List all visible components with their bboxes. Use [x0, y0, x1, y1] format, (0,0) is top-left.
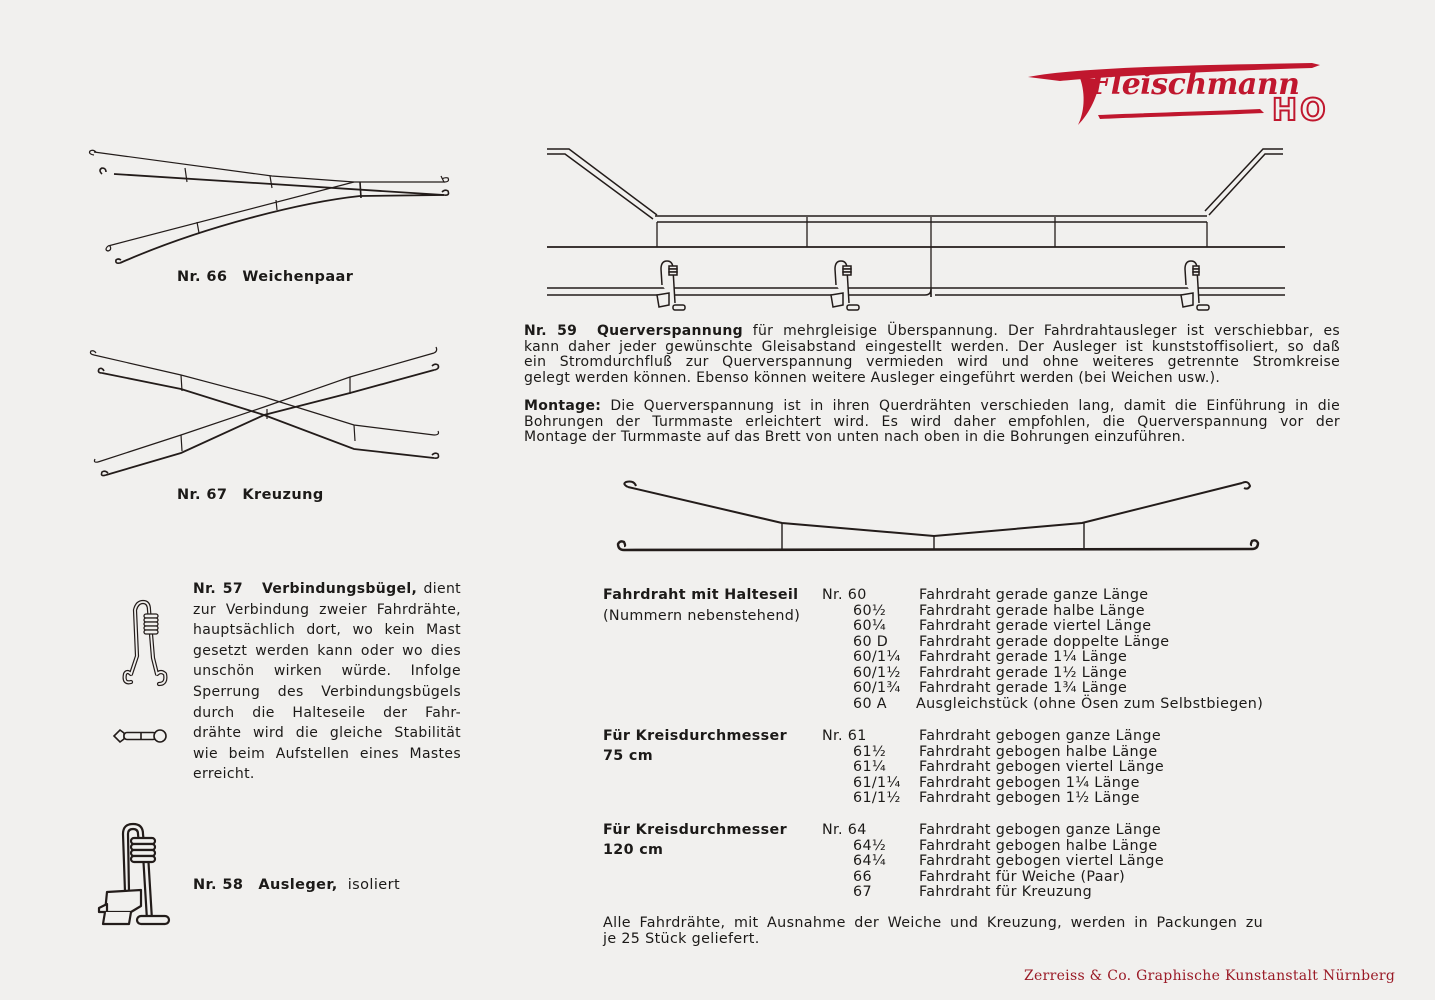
item-desc: Fahrdraht für Kreuzung — [919, 884, 1093, 900]
montage-line-0 — [524, 399, 1340, 415]
item-nr: 64¼ — [853, 853, 887, 869]
item-name: Querverspannung — [596, 323, 743, 339]
caption-nr66 — [177, 269, 353, 285]
item-nr: Nr. 61 — [822, 728, 867, 744]
bracket-2 — [831, 261, 859, 310]
item-desc: Fahrdraht gebogen halbe Länge — [919, 837, 1158, 854]
item-nr: 60/1¼ — [853, 649, 901, 665]
item-nr: 67 — [853, 884, 872, 900]
verbindungsbuegel-end-view-icon — [112, 726, 172, 746]
verbindungsbuegel-hook-icon — [115, 600, 175, 700]
nr59-line-1: kann daher jeder gewünschte Gleisabstand eingestellt werden. Der Ausleger ist kunststoffisoliert, so daß — [524, 338, 1340, 355]
item-nr: 61¼ — [853, 759, 887, 775]
bracket-3 — [1181, 261, 1209, 310]
item-desc: Fahrdraht gebogen halbe Länge — [919, 743, 1158, 760]
montage-line-1: Bohrungen der Turmmaste erleichtert wird. Es wird daher empfohlen, die Querverspannung vor der — [524, 413, 1340, 430]
item-desc: Fahrdraht gerade 1¾ Länge — [919, 680, 1128, 696]
fahrdraht-drawing — [612, 478, 1272, 568]
nr57-line-3: gesetzt werden kann oder wo dies — [193, 642, 461, 659]
item-nr: 60¼ — [853, 618, 887, 634]
nr57-line-0 — [193, 579, 461, 600]
montage-line-2: Montage der Turmmaste auf das Brett von unten nach oben in die Bohrungen einzuführen. — [524, 429, 1186, 445]
caption-nr67 — [177, 487, 324, 503]
item-name: Kreuzung — [242, 487, 324, 503]
item-name: Weichenpaar — [242, 269, 354, 285]
nr57-line-6: durch die Halteseile der Fahr- — [193, 704, 461, 721]
group-sub: (Nummern nebenstehend) — [603, 608, 801, 624]
item-nr: 60 A — [853, 695, 887, 712]
item-nr: 60½ — [853, 602, 887, 619]
nr59-line-0 — [524, 324, 1340, 340]
brand-wordmark: Fleischmann — [1090, 67, 1300, 102]
nr57-line-4: unschön wirken würde. Infolge — [193, 663, 461, 680]
item-desc: Fahrdraht gerade 1¼ Länge — [919, 649, 1128, 665]
item-nr: 60 D — [853, 633, 889, 650]
kreuzung-drawing — [84, 345, 454, 485]
item-desc: Ausgleichstück (ohne Ösen zum Selbstbiegen) — [916, 695, 1264, 712]
group-numbers — [822, 588, 912, 712]
item-desc: Fahrdraht für Weiche (Paar) — [919, 868, 1126, 885]
item-desc: Fahrdraht gerade ganze Länge — [919, 587, 1149, 603]
group-label: Für Kreisdurchmesser — [603, 822, 787, 838]
line-text: Die Querverspannung ist in ihren Querdrähten verschieden lang, damit die Einführung in die — [610, 398, 1340, 414]
group-numbers — [822, 729, 912, 807]
item-number: Nr. 67 — [177, 487, 228, 503]
weichenpaar-drawing — [84, 146, 454, 276]
packaging-note — [603, 916, 1263, 947]
item-number: Nr. 57 — [193, 581, 243, 597]
line-text: dient — [423, 581, 462, 597]
ausleger-bracket-icon — [95, 820, 175, 930]
item-desc: Fahrdraht gebogen ganze Länge — [919, 728, 1162, 744]
nr59-line-3: gelegt werden können. Ebenso können weitere Ausleger eingeführt werden (bei Weichen usw.). — [524, 369, 1221, 386]
item-desc: Fahrdraht gerade doppelte Länge — [919, 633, 1170, 650]
item-nr: 66 — [853, 868, 872, 885]
item-number: Nr. 59 — [524, 323, 578, 339]
item-number: Nr. 66 — [177, 269, 228, 285]
scale-badge: HO — [1272, 93, 1329, 128]
nr57-line-8: wie beim Aufstellen eines Mastes — [193, 745, 461, 762]
nr57-line-1: zur Verbindung zweier Fahrdrähte, — [193, 601, 461, 618]
nr57-line-7: drähte wird die gleiche Stabilität — [193, 725, 461, 742]
item-desc: Fahrdraht gerade viertel Länge — [919, 618, 1152, 634]
group-descriptions — [916, 587, 1264, 712]
nr57-line-5: Sperrung des Verbindungsbügels — [193, 683, 461, 700]
item-nr: 60/1¾ — [853, 680, 901, 696]
item-desc: Fahrdraht gebogen viertel Länge — [919, 853, 1164, 869]
group-sub: 120 cm — [603, 842, 664, 858]
nr59-line-2: ein Stromdurchfluß zur Querverspannung vermieden wird und ohne weiteres getrennte Stromkreise — [524, 354, 1340, 370]
item-nr: Nr. 64 — [822, 822, 867, 838]
item-desc: Fahrdraht gebogen ganze Länge — [919, 822, 1162, 838]
item-desc: Fahrdraht gebogen viertel Länge — [919, 759, 1164, 775]
item-nr: 61/1¼ — [853, 774, 901, 791]
description-nr57 — [193, 579, 461, 785]
note-line-1: je 25 Stück geliefert. — [603, 930, 760, 947]
printer-credit: Zerreiss & Co. Graphische Kunstanstalt Nürnberg — [1024, 968, 1396, 984]
item-nr: 61/1½ — [853, 790, 901, 806]
item-number: Nr. 58 — [193, 877, 244, 893]
item-desc: Fahrdraht gebogen 1¼ Länge — [919, 774, 1140, 791]
montage-note — [524, 399, 1340, 446]
item-suffix: isoliert — [347, 877, 401, 893]
group-sub: 75 cm — [603, 748, 653, 764]
item-desc: Fahrdraht gebogen 1½ Länge — [919, 790, 1140, 806]
nr57-line-2: hauptsächlich dort, wo kein Mast — [193, 622, 461, 639]
item-nr: 60/1½ — [853, 664, 901, 681]
brand-logo — [1020, 55, 1350, 135]
group-label: Für Kreisdurchmesser — [603, 728, 787, 744]
item-name: Ausleger, — [258, 877, 338, 893]
item-desc: Fahrdraht gerade 1½ Länge — [919, 664, 1128, 681]
note-line-0: Alle Fahrdrähte, mit Ausnahme der Weiche und Kreuzung, werden in Packungen zu — [603, 915, 1263, 931]
group-numbers — [822, 823, 912, 901]
item-desc: Fahrdraht gerade halbe Länge — [919, 602, 1145, 619]
item-name: Verbindungsbügel, — [262, 581, 418, 597]
group-descriptions — [919, 823, 1164, 901]
item-nr: 64½ — [853, 837, 887, 854]
montage-label: Montage: — [524, 398, 602, 414]
group-descriptions — [919, 729, 1164, 807]
line-text: für mehrgleisige Überspannung. Der Fahrdrahtausleger ist verschiebbar, es — [752, 323, 1340, 339]
description-nr59 — [524, 324, 1340, 386]
caption-nr58 — [193, 877, 400, 893]
bracket-1 — [657, 261, 685, 310]
nr57-line-9: erreicht. — [193, 766, 255, 783]
item-nr: Nr. 60 — [822, 587, 867, 603]
group-label: Fahrdraht mit Halteseil — [603, 587, 799, 603]
querverspannung-drawing — [545, 145, 1285, 315]
item-nr: 61½ — [853, 743, 887, 760]
